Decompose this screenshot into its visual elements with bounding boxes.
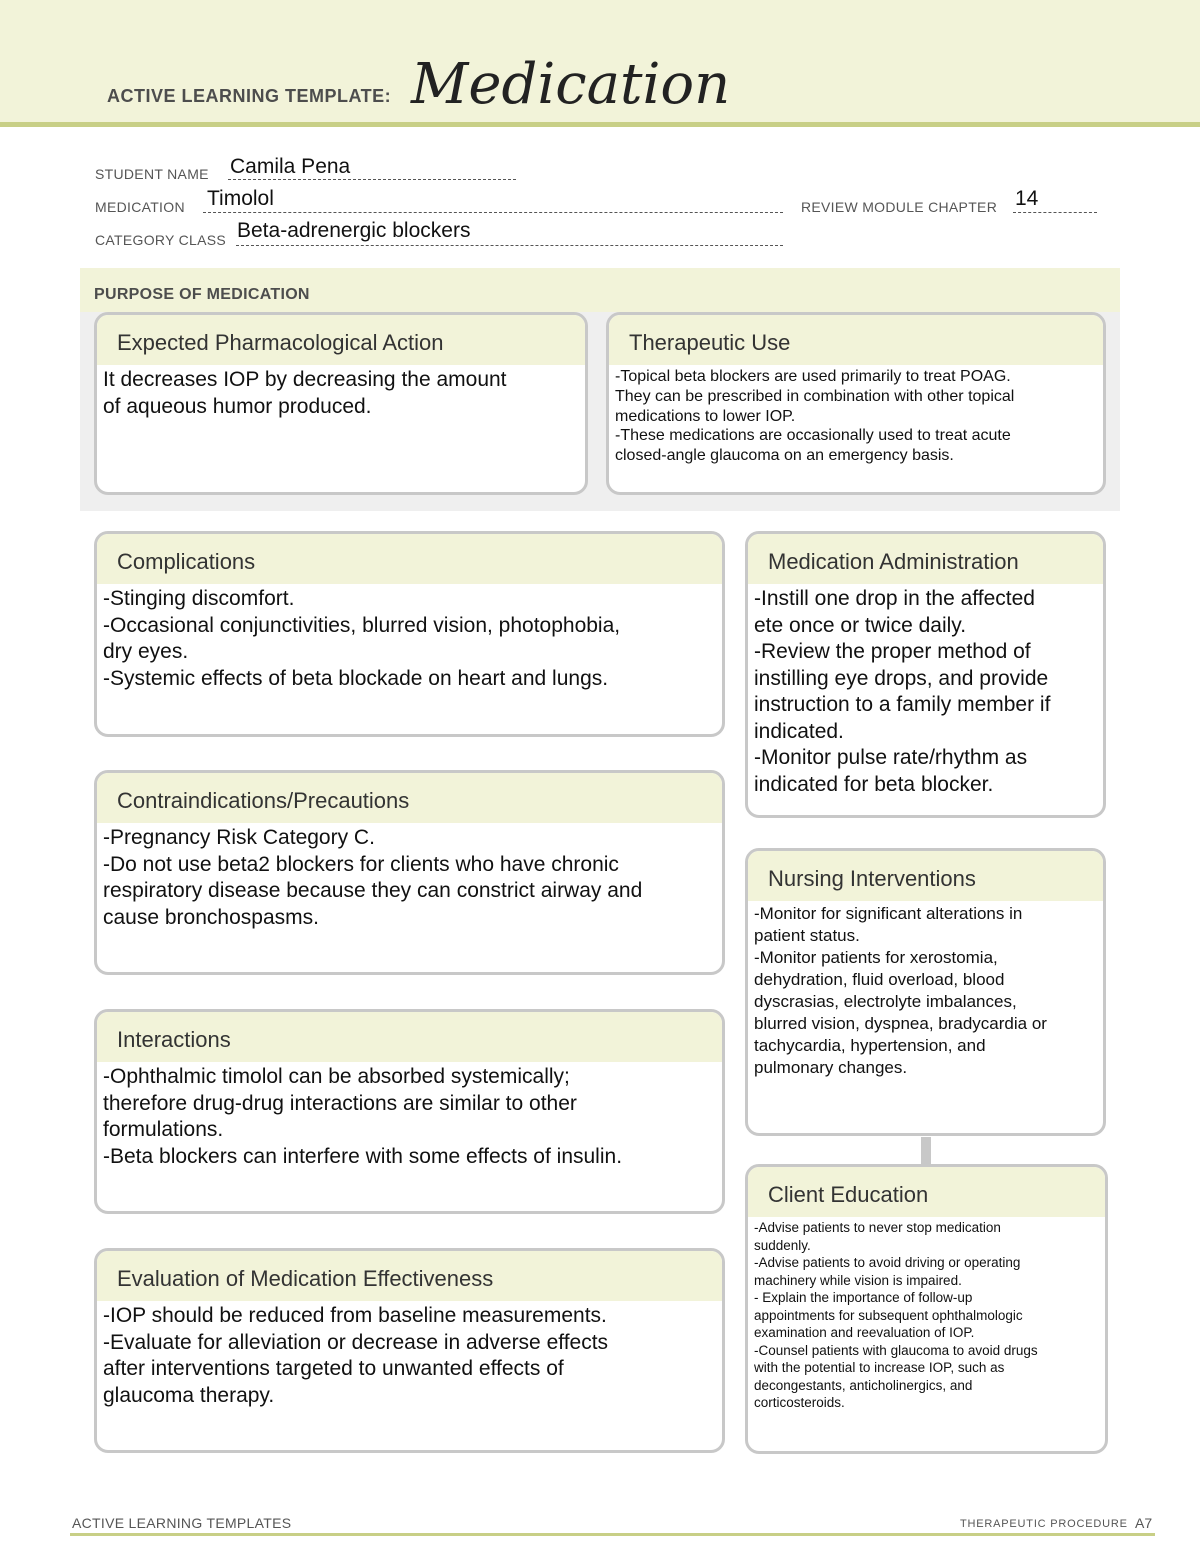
medication-label: MEDICATION (95, 199, 185, 215)
evaluation-box (94, 1248, 725, 1453)
category-class-line (236, 245, 783, 246)
student-name-value[interactable]: Camila Pena (230, 155, 351, 178)
category-class-value[interactable]: Beta-adrenergic blockers (237, 219, 471, 242)
contraindications-line: -Do not use beta2 blockers for clients who have chronic (103, 852, 619, 876)
client-education-line: -Advise patients to avoid driving or operating (754, 1255, 1021, 1270)
medication-value[interactable]: Timolol (207, 187, 274, 210)
contraindications-body[interactable] (97, 823, 722, 931)
evaluation-line: glaucoma therapy. (103, 1383, 275, 1407)
administration-line: -Monitor pulse rate/rhythm as (754, 746, 1028, 769)
interactions-line: therefore drug-drug interactions are similar to other (103, 1091, 577, 1115)
therapeutic-use-body[interactable] (609, 365, 1103, 466)
nursing-line: blurred vision, dyspnea, bradycardia or (754, 1014, 1047, 1033)
complications-body[interactable] (97, 584, 722, 692)
client-education-line: - Explain the importance of follow-up (754, 1290, 973, 1305)
administration-line: instilling eye drops, and provide (754, 666, 1049, 690)
client-education-line: -Counsel patients with glaucoma to avoid drugs (754, 1342, 1038, 1358)
header-rule (0, 122, 1200, 127)
nursing-line: tachycardia, hypertension, and (754, 1036, 986, 1055)
administration-line: instruction to a family member if (754, 693, 1051, 716)
contraindications-title: Contraindications/Precautions (97, 773, 722, 823)
contraindications-line: cause bronchospasms. (103, 905, 319, 929)
client-education-body[interactable] (748, 1217, 1105, 1412)
nursing-line: -Monitor patients for xerostomia, (754, 948, 998, 967)
complications-line: -Systemic effects of beta blockade on heart and lungs. (103, 666, 609, 690)
therapeutic-use-box (606, 312, 1106, 495)
administration-line: -Instill one drop in the affected (754, 587, 1035, 610)
evaluation-title: Evaluation of Medication Effectiveness (97, 1251, 722, 1301)
client-education-line: appointments for subsequent ophthalmologic (754, 1307, 1023, 1323)
interactions-box (94, 1009, 725, 1214)
client-education-line: decongestants, anticholinergics, and (754, 1377, 973, 1393)
evaluation-body[interactable] (97, 1301, 722, 1409)
footer-page-number: A7 (1135, 1515, 1153, 1531)
administration-title: Medication Administration (748, 534, 1103, 584)
administration-line: indicated. (754, 719, 844, 743)
therapeutic-use-line: medications to lower IOP. (615, 407, 796, 425)
nursing-box (745, 848, 1106, 1136)
expected-action-box (94, 312, 588, 495)
footer-left: ACTIVE LEARNING TEMPLATES (72, 1515, 292, 1531)
interactions-line: -Beta blockers can interfere with some effects of insulin. (103, 1144, 623, 1168)
contraindications-line: -Pregnancy Risk Category C. (103, 826, 375, 849)
administration-box (745, 531, 1106, 818)
complications-box (94, 531, 725, 737)
contraindications-line: respiratory disease because they can constrict airway and (103, 879, 643, 902)
student-name-label: STUDENT NAME (95, 166, 209, 182)
client-education-line: machinery while vision is impaired. (754, 1272, 962, 1288)
footer-right: THERAPEUTIC PROCEDURE (960, 1518, 1128, 1530)
template-title: Medication (411, 52, 731, 117)
nursing-line: dyscrasias, electrolyte imbalances, (754, 992, 1017, 1011)
student-name-line (228, 179, 516, 180)
footer-rule (70, 1533, 1155, 1536)
purpose-title: PURPOSE OF MEDICATION (94, 286, 310, 303)
therapeutic-use-line: -These medications are occasionally used to treat acute (615, 427, 1011, 445)
nursing-body[interactable] (748, 901, 1103, 1079)
review-module-value[interactable]: 14 (1015, 187, 1039, 210)
client-education-line: suddenly. (754, 1237, 811, 1253)
nursing-line: dehydration, fluid overload, blood (754, 970, 1005, 989)
medication-line (203, 212, 783, 213)
evaluation-line: after interventions targeted to unwanted effects of (103, 1357, 564, 1380)
expected-action-body[interactable] (97, 365, 585, 420)
client-education-line: with the potential to increase IOP, such as (754, 1360, 1005, 1375)
client-education-line: -Advise patients to never stop medication (754, 1220, 1001, 1235)
review-module-label: REVIEW MODULE CHAPTER (801, 199, 998, 215)
complications-line: dry eyes. (103, 640, 189, 663)
complications-title: Complications (97, 534, 722, 584)
client-education-title: Client Education (748, 1167, 1105, 1217)
expected-action-line: of aqueous humor produced. (103, 394, 372, 418)
client-education-line: corticosteroids. (754, 1395, 845, 1410)
evaluation-line: -IOP should be reduced from baseline measurements. (103, 1304, 607, 1327)
interactions-line: -Ophthalmic timolol can be absorbed systemically; (103, 1065, 570, 1088)
nursing-line: pulmonary changes. (754, 1058, 908, 1077)
connector-bar (921, 1137, 931, 1165)
nursing-line: -Monitor for significant alterations in (754, 904, 1023, 923)
therapeutic-use-title: Therapeutic Use (609, 315, 1103, 365)
complications-line: -Stinging discomfort. (103, 587, 295, 610)
client-education-line: examination and reevaluation of IOP. (754, 1325, 975, 1340)
interactions-body[interactable] (97, 1062, 722, 1170)
therapeutic-use-line: closed-angle glaucoma on an emergency basis. (615, 447, 954, 465)
administration-line: ete once or twice daily. (754, 613, 967, 637)
interactions-title: Interactions (97, 1012, 722, 1062)
therapeutic-use-line: -Topical beta blockers are used primarily to treat POAG. (615, 368, 1011, 385)
administration-body[interactable] (748, 584, 1103, 798)
administration-line: indicated for beta blocker. (754, 772, 994, 796)
nursing-line: patient status. (754, 926, 860, 945)
category-class-label: CATEGORY CLASS (95, 232, 227, 248)
therapeutic-use-line: They can be prescribed in combination with other topical (615, 387, 1015, 405)
complications-line: -Occasional conjunctivities, blurred vision, photophobia, (103, 613, 621, 637)
template-label: ACTIVE LEARNING TEMPLATE: (107, 86, 392, 106)
administration-line: -Review the proper method of (754, 640, 1031, 663)
nursing-title: Nursing Interventions (748, 851, 1103, 901)
review-module-line (1013, 212, 1097, 213)
expected-action-line: It decreases IOP by decreasing the amount (103, 368, 507, 391)
contraindications-box (94, 770, 725, 975)
evaluation-line: -Evaluate for alleviation or decrease in adverse effects (103, 1330, 609, 1354)
expected-action-title: Expected Pharmacological Action (97, 315, 585, 365)
client-education-box (745, 1164, 1108, 1454)
interactions-line: formulations. (103, 1118, 224, 1141)
